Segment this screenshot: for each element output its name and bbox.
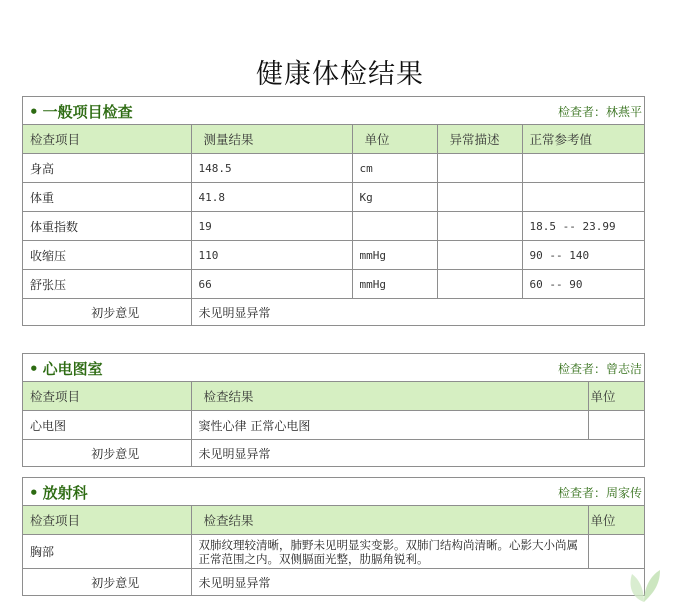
opinion-label: 初步意见 (23, 440, 191, 467)
unit-value: cm (352, 154, 437, 183)
section-title-text: 一般项目检查 (42, 103, 133, 121)
section-header (23, 354, 644, 382)
column-header: 检查项目 (23, 506, 191, 535)
result-value: 窦性心律 正常心电图 (191, 411, 588, 440)
bullet-icon: • (29, 360, 39, 378)
opinion-row (23, 569, 644, 596)
opinion-value: 未见明显异常 (198, 305, 271, 320)
checker-label: 检查者： (557, 486, 606, 500)
ecg-table (23, 382, 644, 466)
result-value: 19 (191, 212, 352, 241)
reference-value (522, 154, 644, 183)
table-row (23, 183, 644, 212)
section-title-text: 心电图室 (42, 360, 103, 378)
column-header: 异常描述 (437, 125, 522, 154)
column-header: 单位 (588, 506, 644, 535)
abnormal-desc (437, 154, 522, 183)
opinion-row (23, 299, 644, 326)
item-name: 体重指数 (23, 212, 191, 241)
table-row (23, 411, 644, 440)
result-value: 110 (191, 241, 352, 270)
reference-value: 60 -- 90 (522, 270, 644, 299)
unit-value: mmHg (352, 270, 437, 299)
leaf-logo-icon (622, 564, 666, 604)
table-row (23, 154, 644, 183)
radiology-table (23, 506, 644, 595)
column-header: 检查结果 (191, 382, 588, 411)
opinion-label: 初步意见 (23, 569, 191, 596)
table-header-row (23, 125, 644, 154)
checker (558, 103, 642, 120)
column-header: 检查结果 (191, 506, 588, 535)
radiology-section (22, 477, 645, 596)
general-exam-section (22, 96, 645, 326)
column-header: 单位 (588, 382, 644, 411)
page-title: 健康体检结果 (256, 59, 424, 90)
reference-value: 90 -- 140 (522, 241, 644, 270)
section-title (29, 482, 88, 503)
opinion-value: 未见明显异常 (198, 575, 271, 590)
section-title-text: 放射科 (42, 484, 88, 502)
abnormal-desc (437, 270, 522, 299)
table-header-row (23, 506, 644, 535)
reference-value: 18.5 -- 23.99 (522, 212, 644, 241)
table-row (23, 212, 644, 241)
column-header: 单位 (352, 125, 437, 154)
column-header: 测量结果 (191, 125, 352, 154)
abnormal-desc (437, 183, 522, 212)
item-name: 舒张压 (23, 270, 191, 299)
section-header (23, 97, 644, 125)
checker-label: 检查者： (557, 362, 606, 376)
item-name: 收缩压 (23, 241, 191, 270)
item-name: 体重 (23, 183, 191, 212)
result-value: 41.8 (191, 183, 352, 212)
bullet-icon: • (29, 484, 39, 502)
checker-name: 曾志洁 (605, 362, 642, 376)
column-header: 正常参考值 (522, 125, 644, 154)
unit-value (352, 212, 437, 241)
item-name: 胸部 (23, 535, 191, 569)
checker-name: 林燕平 (605, 105, 642, 119)
column-header: 检查项目 (23, 382, 191, 411)
column-header: 检查项目 (23, 125, 191, 154)
result-value: 双肺纹理较清晰，肺野未见明显实变影。双肺门结构尚清晰。心影大小尚属正常范围之内。双侧膈面光整，肋膈角锐利。 (191, 535, 588, 569)
bullet-icon: • (29, 103, 39, 121)
section-title (29, 101, 133, 122)
checker (558, 360, 642, 377)
abnormal-desc (437, 212, 522, 241)
result-value: 148.5 (191, 154, 352, 183)
table-row (23, 535, 644, 569)
section-title (29, 358, 103, 379)
table-header-row (23, 382, 644, 411)
checker-label: 检查者： (557, 105, 606, 119)
table-row (23, 241, 644, 270)
result-value: 66 (191, 270, 352, 299)
general-exam-table (23, 125, 644, 325)
item-name: 身高 (23, 154, 191, 183)
reference-value (522, 183, 644, 212)
abnormal-desc (437, 241, 522, 270)
opinion-value: 未见明显异常 (198, 446, 271, 461)
opinion-label: 初步意见 (23, 299, 191, 326)
table-row (23, 270, 644, 299)
checker (558, 484, 642, 501)
item-name: 心电图 (23, 411, 191, 440)
checker-name: 周家传 (605, 486, 642, 500)
unit-value (588, 411, 644, 440)
opinion-row (23, 440, 644, 467)
unit-value: Kg (352, 183, 437, 212)
section-header (23, 478, 644, 506)
ecg-section (22, 353, 645, 467)
unit-value: mmHg (352, 241, 437, 270)
